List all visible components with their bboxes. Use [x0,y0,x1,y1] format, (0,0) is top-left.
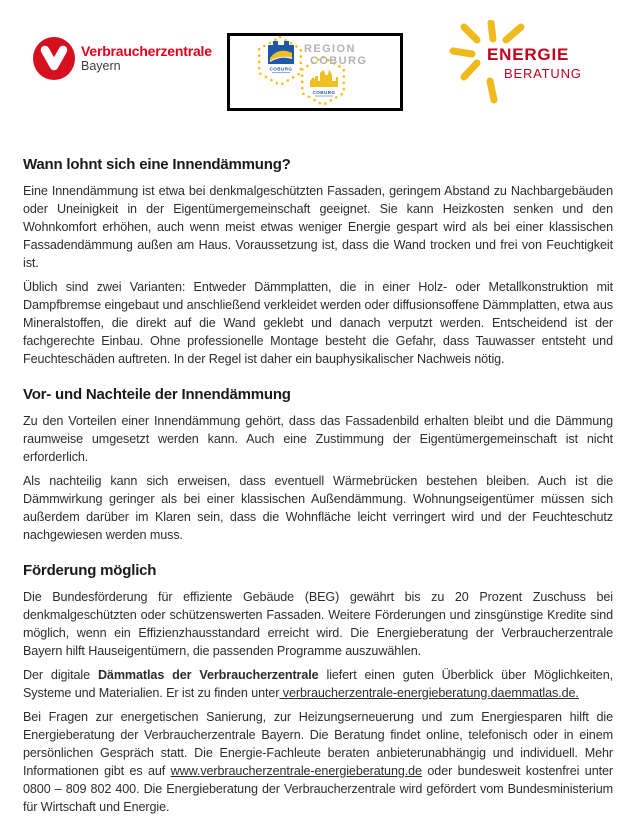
text-run: liefert einen guten Überblick über Möglichkeiten, Systeme und Materialien. Er ist zu finden unter [23,668,613,700]
verbraucherzentrale-region: Bayern [81,59,121,74]
section-heading-wann-lohnt: Wann lohnt sich eine Innendämmung? [23,156,291,173]
energieberatung-website-link[interactable]: www.verbraucherzentrale-energieberatung.de [170,764,422,778]
beratung-word: BERATUNG [504,66,582,81]
coburg-land-emblem-icon [310,69,338,96]
section-heading-vor-nachteile: Vor- und Nachteile der Innendämmung [23,386,291,403]
paragraph-bundesfoerderung: Die Bundesförderung für effiziente Gebäude (BEG) gewährt bis zu 20 Prozent Zuschuss bei denkmalgeschützten oder schützenswerten Fassaden. Weitere Förderungen und zinsgünstige Kredite sind möglich, wenn ein Effizienzhausstandard erreicht wird. Die Energieberatung der Verbraucherzentrale Bayern hilft Hauseigentümern, die passenden Programme auszuwählen. [23,590,613,658]
paragraph-innendaemmung-geeignet: Eine Innendämmung ist etwa bei denkmalgeschützten Fassaden, geringem Abstand zu Nachbargebäuden oder Uneinigkeit in der Eigentümergemeinschaft geeignet. Sie kann Heizkosten senken und den Wohnkomfort erhöhen, auch wenn meist etwas weniger Energie gespart wird als bei einer klassischen Fassadendämmung außen am Haus. Voraussetzung ist, dass die Wand trocken und frei von Feuchtigkeit ist. [23,184,613,270]
paragraph-vorteile: Zu den Vorteilen einer Innendämmung gehört, dass das Fassadenbild erhalten bleibt und die Dämmung raumweise umgesetzt werden kann. Auch eine Zustimmung der Eigentümergemeinschaft ist nicht erforderlich. [23,414,613,464]
paragraph-nachteile: Als nachteilig kann sich erweisen, dass eventuell Wärmebrücken bestehen bleiben. Auch ist die Dämmwirkung geringer als bei einer klassischen Außendämmung. Wohnungseigentümer müssen sich außerdem darüber im Klaren sein, dass die Wohnfläche leicht verringert wird und der Feuchteschutz nachgewiesen werden muss. [23,474,613,542]
verbraucherzentrale-name: Verbraucherzentrale [81,42,212,59]
daemmatlas-bold-text: Dämmatlas der Verbraucherzentrale [97,668,319,682]
energieberatung-wordmark [487,45,582,81]
region-coburg-word-line1: REGION [304,43,356,55]
paragraph-energieberatung-kontakt [23,708,613,816]
coburg-hexagon-emblem-icon [230,36,400,108]
text-run: oder bundesweit kostenfrei unter 0800 – 809 802 400. Die Energieberatung der Verbraucherzentrale wird gefördert vom Bundesministerium für Wirtschaft und Energie. [23,764,613,814]
coburg-city-emblem-icon [268,41,294,73]
region-coburg-logo [227,33,403,111]
paragraph-daemmatlas [23,666,613,702]
energie-word: ENERGIE [487,45,570,64]
verbraucherzentrale-wordmark [81,44,212,74]
verbraucherzentrale-logo [33,37,212,80]
region-coburg-word-line2: COBURG [310,55,368,67]
verbraucherzentrale-v-icon [33,37,75,80]
document-body [23,156,613,817]
coburg-city-label: COBURG [269,66,293,72]
section-heading-foerderung: Förderung möglich [23,562,157,579]
text-run: Bei Fragen zur energetischen Sanierung, zur Heizungserneuerung und zum Energiesparen hilft die Energieberatung der Verbraucherzentrale Bayern. Die Beratung findet online, telefonisch oder in einem persönlichen Gespräch statt. Die Energie-Fachleute beraten anbieterunabhängig und individuell. Mehr Informationen gibt es auf [23,710,613,778]
text-run: Der digitale [23,668,98,682]
daemmatlas-link[interactable]: verbraucherzentrale-energieberatung.daemmatlas.de. [279,686,579,700]
energieberatung-logo [448,20,598,104]
paragraph-varianten: Üblich sind zwei Varianten: Entweder Dämmplatten, die in einer Holz- oder Metallkonstruktion mit Dampfbremse eingebaut und anschließend verkleidet werden oder diffusionsoffene Dämmplatten, etwa aus Mineralstoffen, die direkt auf die Wand geklebt und danach verputzt werden. Entscheidend ist der fachgerechte Einbau. Ohne professionelle Montage besteht die Gefahr, dass Tauwasser entsteht und Feuchteschäden auftreten. In der Regel ist daher ein bauphysikalischer Nachweis nötig. [23,280,613,366]
coburg-land-label: COBURG [312,90,336,95]
